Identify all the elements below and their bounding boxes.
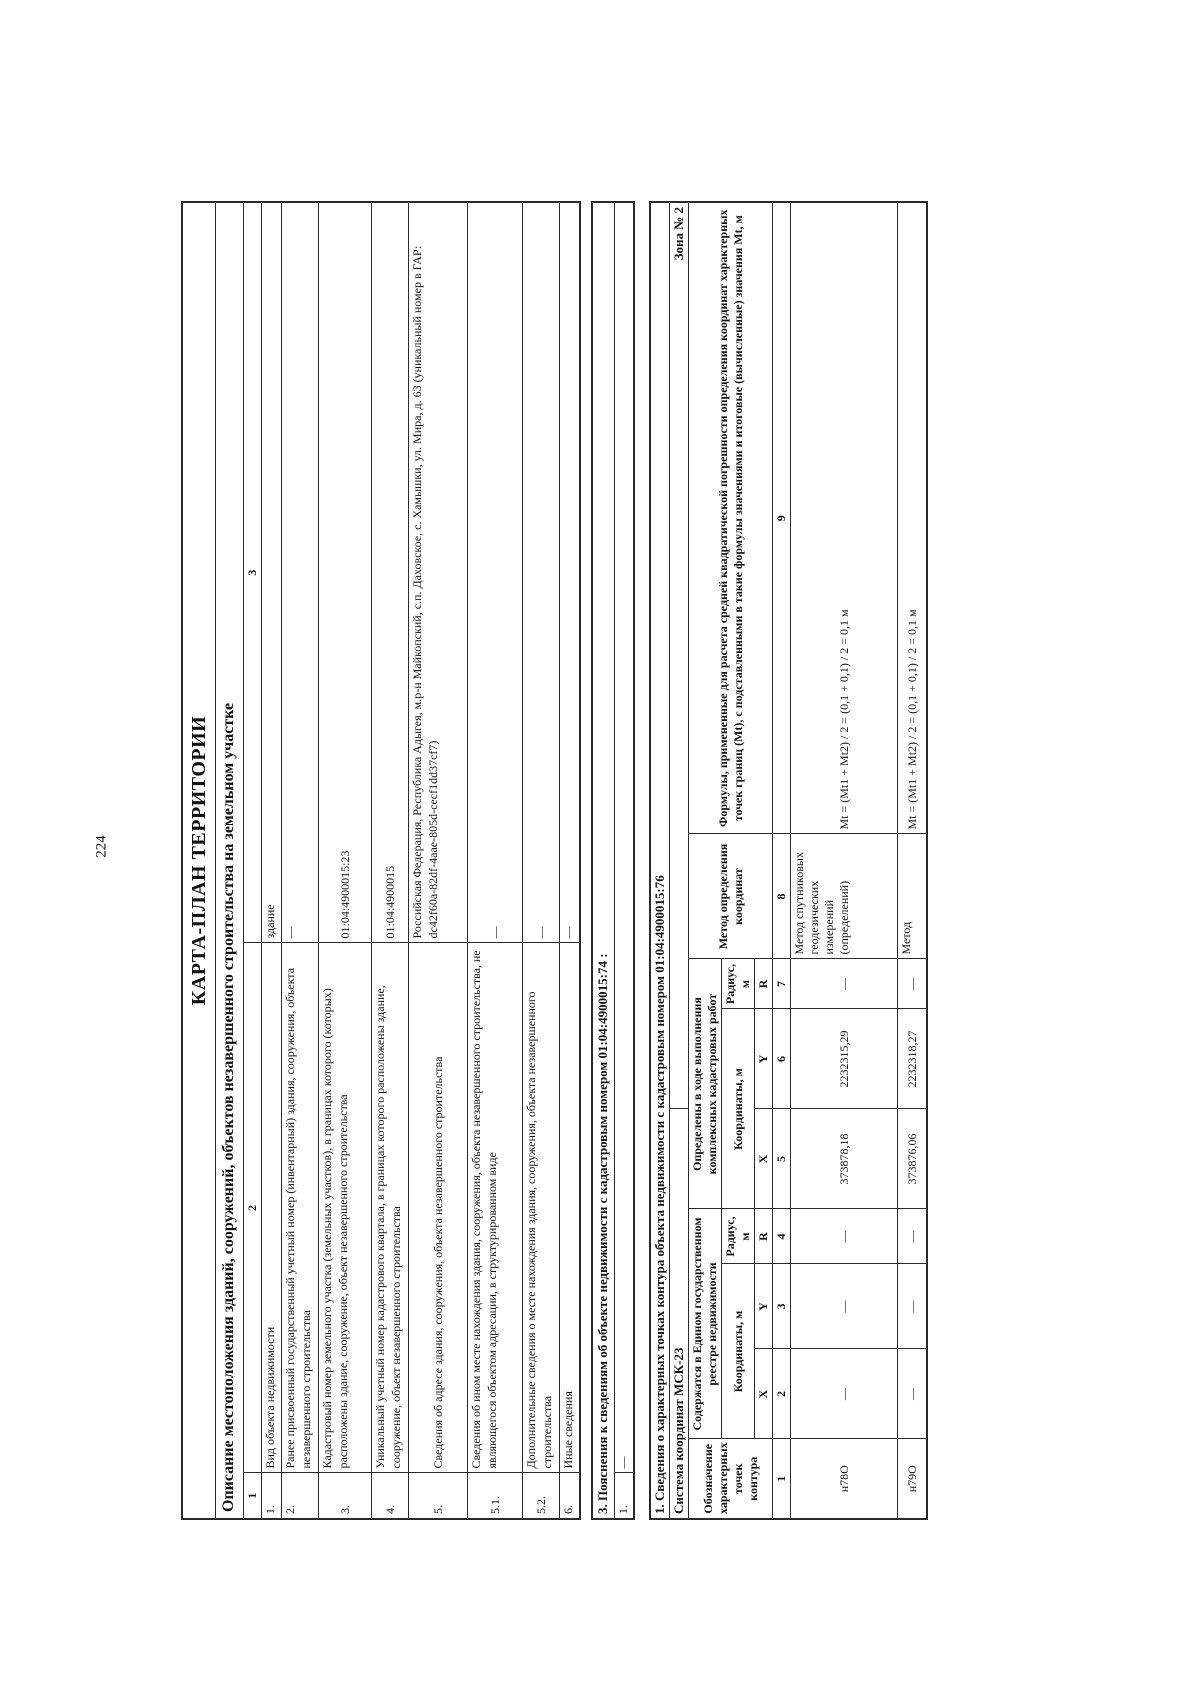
kadastr-radius-header: Радиус, м <box>722 959 755 1009</box>
point-r: — <box>791 959 898 1009</box>
rotated-landscape-content <box>181 203 1039 1520</box>
designation-header: Обозначение характерных точек контура <box>689 1439 773 1519</box>
points-caption: 1. Сведения о характерных точках контура объекта недвижимости с кадастровым номером 01:04:4900015:76 <box>650 202 670 1519</box>
row-label: Кадастровый номер земельного участка (земельных участков), в границах которого (которых) расположены здание, сооружение, объект незавершенного строительства <box>319 943 372 1473</box>
column-number: 1 <box>773 1439 791 1519</box>
row-value: — <box>560 202 581 943</box>
row-label: Уникальный учетный номер кадастрового квартала, в границах которого расположены здание, сооружение, объект незавершенного строительства <box>372 943 409 1473</box>
column-number: 2 <box>773 1349 791 1439</box>
column-numbers-row <box>773 202 791 1519</box>
row-number: 1. <box>262 1473 282 1519</box>
table-subtitle: Описание местоположения зданий, сооружений, объектов незавершенного строительства на земельном участке <box>216 202 244 1519</box>
table-row <box>615 202 634 1519</box>
column-header-2: 2 <box>243 943 262 1473</box>
table-row <box>372 202 409 1519</box>
egrn-r-header: R <box>755 1209 773 1264</box>
column-number: 6 <box>773 1009 791 1109</box>
method-header: Метод определения координат <box>689 834 773 959</box>
row-number: 5.2. <box>523 1473 560 1519</box>
egrn-x-header: X <box>755 1349 773 1439</box>
row-label: Сведения об адресе здания, сооружения, объекта незавершенного строительства <box>409 943 468 1473</box>
egrn-y-header: Y <box>755 1264 773 1349</box>
egrn-coords-header: Координаты, м <box>722 1264 755 1439</box>
kadastr-r-header: R <box>755 959 773 1009</box>
point-method: Метод спутниковых геодезических измерений (определений) <box>791 834 898 959</box>
column-number: 7 <box>773 959 791 1009</box>
row-value: — <box>282 202 319 943</box>
table-row <box>282 202 319 1519</box>
row-label: Вид объекта недвижимости <box>262 943 282 1473</box>
point-designation: н79О <box>898 1439 928 1519</box>
egrn-radius-header: Радиус, м <box>722 1209 755 1264</box>
table-row <box>409 202 468 1519</box>
egrn-y: — <box>791 1264 898 1349</box>
description-table <box>181 201 581 1520</box>
zone-label: Зона № 2 <box>670 202 689 1109</box>
row-label: Ранее присвоенный государственный учетный номер (инвентарный) здания, сооружения, объекта незавершенного строительства <box>282 943 319 1473</box>
page-number: 224 <box>93 835 110 858</box>
egrn-x: — <box>791 1349 898 1439</box>
point-row <box>898 202 928 1519</box>
row-number: 1. <box>615 1473 634 1519</box>
row-label: Иные сведения <box>560 943 581 1473</box>
kadastr-y-header: Y <box>755 1009 773 1109</box>
point-y: 2232315,29 <box>791 1009 898 1109</box>
formula-header: Формулы, примененные для расчета средней квадратической погрешности определения координат характерных точек границ (Мt), с подставленными в такие формулы значениями и итоговые (вычисленные) значения Мt, м <box>689 202 773 834</box>
table-row <box>560 202 581 1519</box>
table-row <box>468 202 523 1519</box>
column-number: 9 <box>773 202 791 834</box>
document-title: КАРТА-ПЛАН ТЕРРИТОРИИ <box>182 202 216 1519</box>
row-number: 5. <box>409 1473 468 1519</box>
egrn-header: Содержатся в Едином государственном реестре недвижимости <box>689 1209 722 1439</box>
point-x: 373878,18 <box>791 1109 898 1209</box>
row-value: Российская Федерация, Республика Адыгея, м.р-н Майкопский, с.п. Даховское, с. Хамышки, ул. Мира, д. 63 (уникальный номер в ГАР: dc42f60a-82df-4aae-805d-cecf1dd37cf7) <box>409 202 468 943</box>
point-y: 2232318,27 <box>898 1009 928 1109</box>
column-number: 8 <box>773 834 791 959</box>
coordinate-system: Система координат МСК-23 <box>670 1109 689 1519</box>
column-header-3: 3 <box>243 202 262 943</box>
row-value: здание <box>262 202 282 943</box>
row-label: Дополнительные сведения о месте нахождения здания, сооружения, объекта незавершенного строительства <box>523 943 560 1473</box>
row-number: 6. <box>560 1473 581 1519</box>
row-number: 2. <box>282 1473 319 1519</box>
point-formula: Mt = (Mt1 + Mt2) / 2 = (0,1 + 0,1) / 2 = 0,1 м <box>898 202 928 834</box>
kadastr-works-header: Определены в ходе выполнения комплексных кадастровых работ <box>689 959 722 1209</box>
header-row <box>243 202 262 1519</box>
row-value: — <box>615 202 634 1473</box>
row-number: 5.1. <box>468 1473 523 1519</box>
point-r: — <box>898 959 928 1009</box>
point-x: 373876,06 <box>898 1109 928 1209</box>
egrn-r: — <box>791 1209 898 1264</box>
column-header-1: 1 <box>243 1473 262 1519</box>
column-number: 4 <box>773 1209 791 1264</box>
explanations-title: 3. Пояснения к сведениям об объекте недвижимости с кадастровым номером 01:04:4900015:74 : <box>592 202 614 1519</box>
table-row <box>523 202 560 1519</box>
table-row <box>319 202 372 1519</box>
row-value: — <box>468 202 523 943</box>
table-row <box>262 202 282 1519</box>
point-formula: Mt = (Mt1 + Mt2) / 2 = (0,1 + 0,1) / 2 = 0,1 м <box>791 202 898 834</box>
point-designation: н78О <box>791 1439 898 1519</box>
row-label: Сведения об ином месте нахождения здания, сооружения, объекта незавершенного строительства, не являющегося объектом адресации, в структурированном виде <box>468 943 523 1473</box>
kadastr-x-header: X <box>755 1109 773 1209</box>
row-number: 3. <box>319 1473 372 1519</box>
point-method: Метод <box>898 834 928 959</box>
point-row <box>791 202 898 1519</box>
column-number: 3 <box>773 1264 791 1349</box>
explanations-table <box>591 201 634 1520</box>
row-number: 4. <box>372 1473 409 1519</box>
egrn-x: — <box>898 1349 928 1439</box>
column-number: 5 <box>773 1109 791 1209</box>
egrn-r: — <box>898 1209 928 1264</box>
row-value: 01:04:4900015 <box>372 202 409 943</box>
kadastr-coords-header: Координаты, м <box>722 1009 755 1209</box>
row-value: — <box>523 202 560 943</box>
row-value: 01:04:4900015:23 <box>319 202 372 943</box>
points-table <box>649 201 929 1520</box>
egrn-y: — <box>898 1264 928 1349</box>
